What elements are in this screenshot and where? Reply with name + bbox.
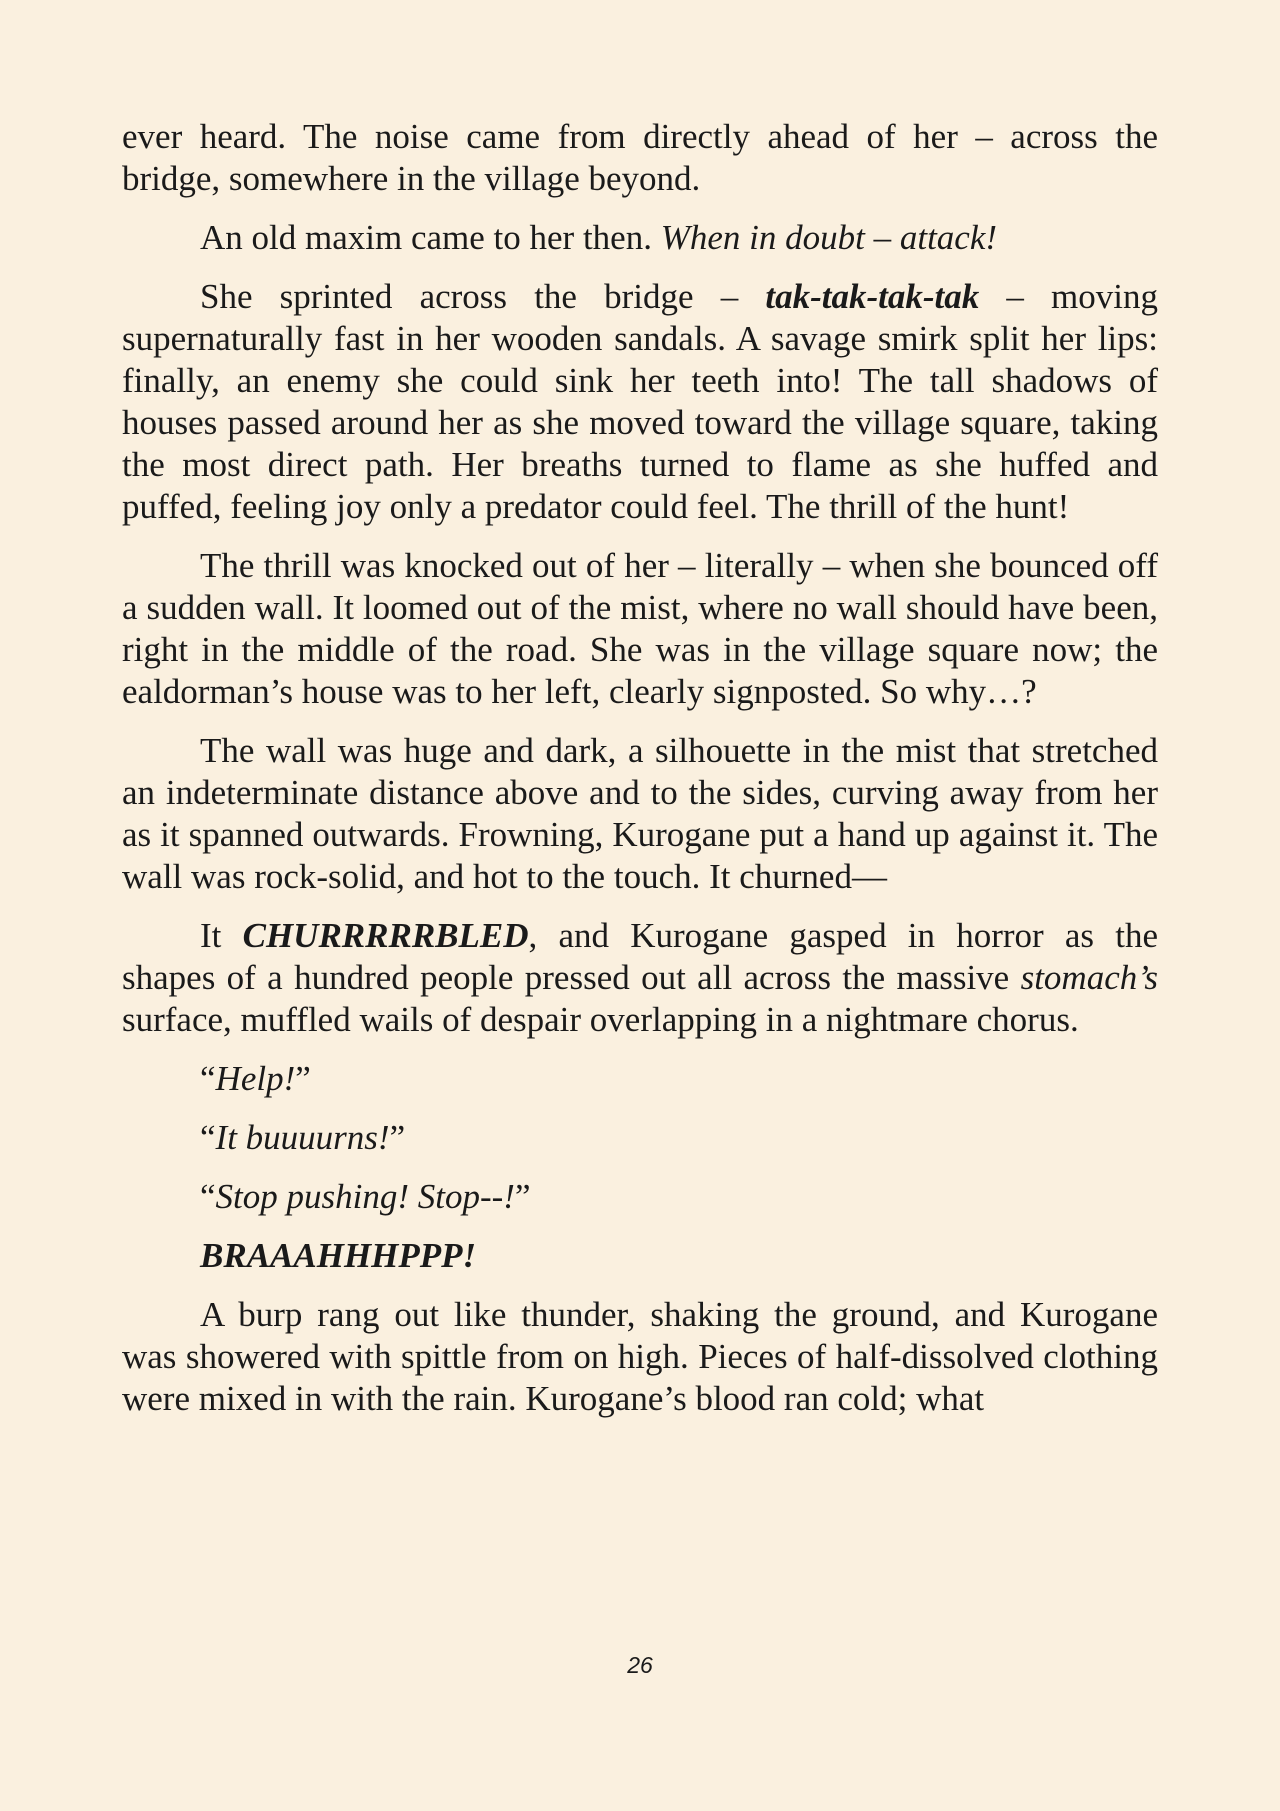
text-run: The thrill was knocked out of her – literally – when she bounced off a sudden wall. It loomed out of the mist, where no wall should have been, right in the middle of the road. She was in the village square now; the ealdorman’s house was to her left, clearly signposted. So why…? bbox=[122, 546, 1158, 711]
paragraph bbox=[122, 116, 1158, 200]
italic-text: It buuuurns! bbox=[215, 1118, 390, 1157]
text-run: An old maxim came to her then. bbox=[200, 218, 661, 257]
paragraph bbox=[122, 1117, 1158, 1159]
italic-text: stomach’s bbox=[1020, 958, 1158, 997]
text-run: “ bbox=[200, 1177, 216, 1216]
text-run: surface, muffled wails of despair overlapping in a nightmare chorus. bbox=[122, 1000, 1079, 1039]
paragraph bbox=[122, 730, 1158, 898]
bold-italic-text: tak-tak-tak-tak bbox=[765, 277, 980, 316]
text-run: It bbox=[200, 916, 243, 955]
paragraph bbox=[122, 1294, 1158, 1420]
bold-italic-text: CHURRRRRBLED bbox=[242, 916, 529, 955]
paragraph bbox=[122, 1176, 1158, 1218]
paragraph bbox=[122, 217, 1158, 259]
paragraph bbox=[122, 1235, 1158, 1277]
text-run: – moving supernaturally fast in her wooden sandals. A savage smirk split her lips: finally, an enemy she could sink her teeth into! The tall shadows of houses passed around her as she moved toward the village square, taking the most direct path. Her breaths turned to flame as she huffed and puffed, feeling joy only a predator could feel. The thrill of the hunt! bbox=[122, 277, 1158, 526]
text-run: She sprinted across the bridge – bbox=[200, 277, 766, 316]
text-run: , and Kurogane gasped in horror as the shapes of a hundred people pressed out all across the massive bbox=[122, 916, 1158, 997]
page-number: 26 bbox=[627, 1652, 653, 1678]
text-run: ever heard. The noise came from directly ahead of her – across the bridge, somewhere in the village beyond. bbox=[122, 117, 1158, 198]
text-run: “ bbox=[200, 1059, 216, 1098]
text-run: ” bbox=[295, 1059, 311, 1098]
bold-italic-text: BRAAAHHHPPP! bbox=[200, 1236, 477, 1275]
text-run: A burp rang out like thunder, shaking the ground, and Kurogane was showered with spittle from on high. Pieces of half-dissolved clothing were mixed in with the rain. Kurogane’s blood ran cold; what bbox=[122, 1295, 1158, 1418]
page-body bbox=[122, 116, 1158, 1437]
italic-text: When in doubt – attack! bbox=[660, 218, 998, 257]
paragraph bbox=[122, 915, 1158, 1041]
text-run: ” bbox=[389, 1118, 406, 1157]
italic-text: Help! bbox=[215, 1059, 296, 1098]
paragraph bbox=[122, 276, 1158, 528]
text-run: “ bbox=[200, 1118, 216, 1157]
italic-text: Stop pushing! Stop--! bbox=[215, 1177, 515, 1216]
paragraph bbox=[122, 1058, 1158, 1100]
text-run: The wall was huge and dark, a silhouette in the mist that stretched an indeterminate distance above and to the sides, curving away from her as it spanned outwards. Frowning, Kurogane put a hand up against it. The wall was rock-solid, and hot to the touch. It churned— bbox=[122, 731, 1158, 896]
paragraph bbox=[122, 545, 1158, 713]
text-run: ” bbox=[514, 1177, 531, 1216]
